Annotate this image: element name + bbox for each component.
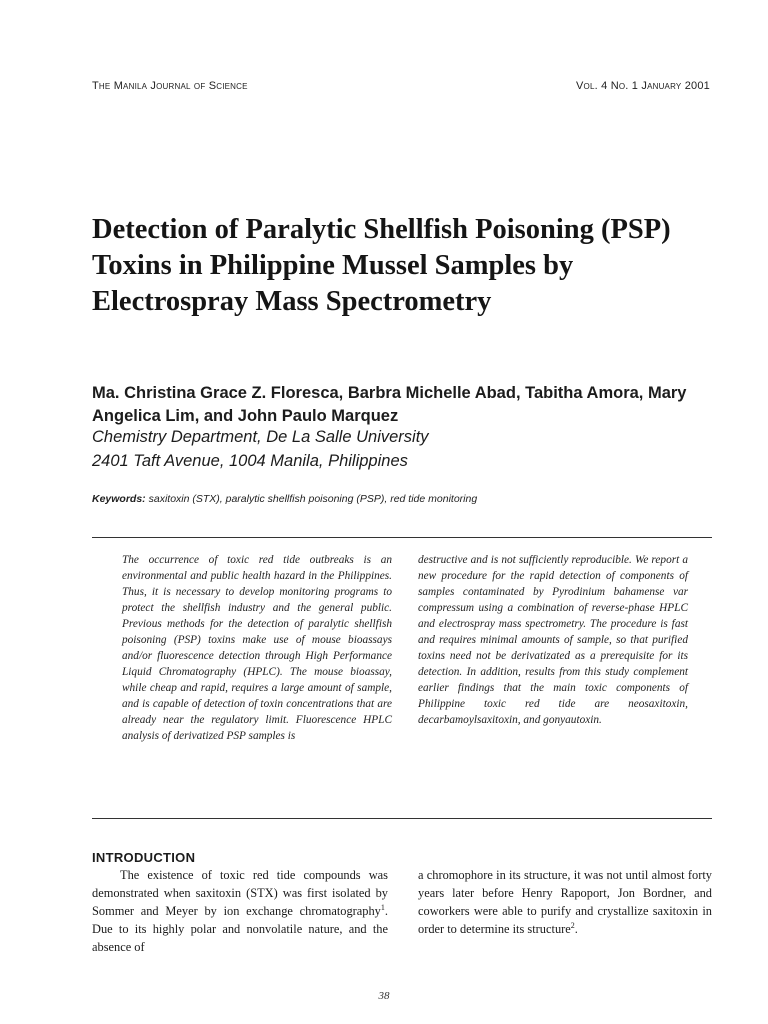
journal-name: The Manila Journal of Science: [92, 80, 248, 92]
introduction-heading: INTRODUCTION: [92, 850, 196, 865]
intro-left-text-b: . Due to its highly polar and nonvolatile nature, and the absence of: [92, 904, 388, 954]
intro-left-text-a: The existence of toxic red tide compounds was demonstrated when saxitoxin (STX) was first isolated by Sommer and Meyer by ion exchange chromatography: [92, 868, 388, 918]
author-list: Ma. Christina Grace Z. Floresca, Barbra Michelle Abad, Tabitha Amora, Mary Angelica Lim, and John Paulo Marquez: [92, 384, 687, 425]
intro-right-text-b: .: [574, 922, 578, 936]
keywords-text: saxitoxin (STX), paralytic shellfish poisoning (PSP), red tide monitoring: [148, 493, 478, 505]
affiliation-department: Chemistry Department, De La Salle University: [92, 428, 429, 446]
citation-ref-1: 1: [380, 902, 385, 912]
abstract-right-column: destructive and is not sufficiently reproducible. We report a new procedure for the rapid detection of components of samples contaminated by Pyrodinium bahamense var compressum using a combination of reverse-phase HPLC and electrospray mass spectrometry. The procedure is fast and requires minimal amounts of sample, so that purified toxins need not be derivatizated as a prerequisite for its detection. In addition, results from this study complement earlier findings that the main toxic components of Philippine toxic red tide are neosaxitoxin, decarbamoylsaxitoxin, and gonyautoxin.: [418, 554, 688, 726]
keywords-label: Keywords:: [92, 493, 146, 505]
abstract-bottom-rule: [92, 818, 712, 819]
citation-ref-2: 2: [570, 920, 575, 930]
intro-right-text-a: a chromophore in its structure, it was not until almost forty years later before Henry Rapoport, Jon Bordner, and coworkers were able to purify and crystallize saxitoxin in order to determine its structure: [418, 868, 712, 936]
affiliation-address: 2401 Taft Avenue, 1004 Manila, Philippines: [92, 452, 408, 470]
issue-info: Vol. 4 No. 1 January 2001: [576, 80, 710, 92]
introduction-right-column: [418, 866, 712, 938]
page-number: 38: [378, 990, 390, 1002]
running-head: [92, 80, 710, 92]
introduction-left-column: [92, 866, 388, 956]
abstract-top-rule: [92, 537, 712, 538]
article-title: Detection of Paralytic Shellfish Poisoning (PSP) Toxins in Philippine Mussel Samples by Electrospray Mass Spectrometry: [92, 214, 671, 317]
abstract-left-column: The occurrence of toxic red tide outbreaks is an environmental and public health hazard in the Philippines. Thus, it is necessary to develop monitoring programs to protect the shellfish industry and the general public. Previous methods for the detection of paralytic shellfish poisoning (PSP) toxins make use of mouse bioassays and/or fluorescence detection through High Performance Liquid Chromatography (HPLC). The mouse bioassay, while cheap and rapid, requires a large amount of sample, and is capable of detection of toxin concentrations that are already near the regulatory limit. Fluorescence HPLC analysis of derivatized PSP samples is: [122, 554, 392, 742]
keywords: [92, 493, 712, 505]
